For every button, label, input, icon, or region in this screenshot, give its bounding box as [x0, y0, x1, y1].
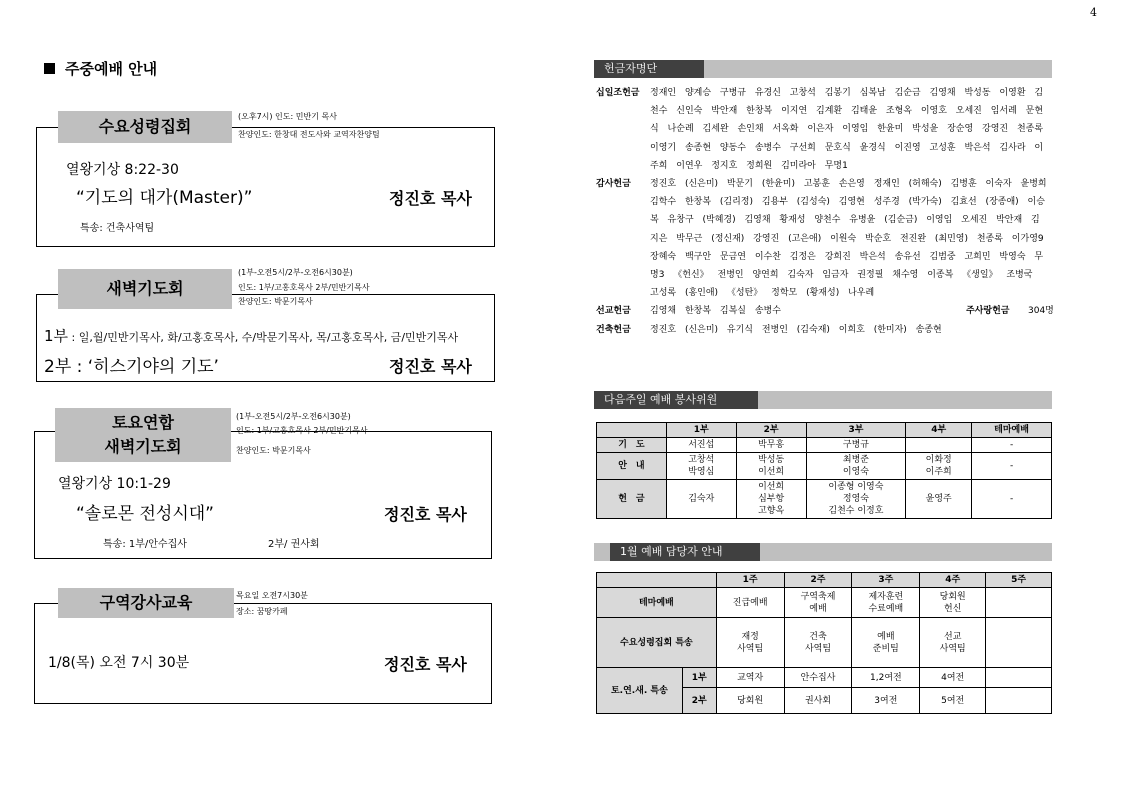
table-cell: 서진섭 — [666, 438, 736, 453]
section-title-text: 주중예배 안내 — [65, 60, 158, 78]
table-row — [597, 588, 1052, 618]
table-cell: 윤영주 — [906, 480, 972, 519]
saturday-tab-line2: 새벽기도회 — [104, 437, 182, 456]
offering-category: 감사헌금 — [596, 179, 631, 190]
saturday-sermon-title: “솔로몬 전성시대” — [76, 504, 214, 524]
offering-category: 건축헌금 — [596, 324, 631, 335]
saturday-special-song-2: 2부/ 권사회 — [268, 539, 320, 550]
table-row — [597, 668, 1052, 688]
table-header-cell — [597, 423, 667, 438]
table-header-cell — [597, 573, 717, 588]
saturday-praise-note: 찬양인도: 박문기목사 — [236, 446, 311, 455]
district-preacher: 정진호 목사 — [384, 655, 467, 674]
wednesday-preacher: 정진호 목사 — [389, 189, 472, 208]
table-header-cell: 1부 — [666, 423, 736, 438]
table-cell — [986, 668, 1052, 688]
saturday-tab-line1: 토요연합 — [112, 413, 174, 432]
table-cell: 4여전 — [920, 668, 986, 688]
offering-category: 십일조헌금 — [596, 88, 640, 98]
table-header-cell: 4부 — [906, 423, 972, 438]
saturday-time-note: (1부-오전5시/2부-오전6시30분) — [236, 412, 351, 421]
table-header-cell: 테마예배 — [972, 423, 1052, 438]
wednesday-praise-note: 찬양인도: 한창대 전도사와 교역자찬양팀 — [238, 130, 380, 139]
offering-row — [596, 321, 1054, 339]
table-cell — [986, 688, 1052, 714]
offering-names: 정진호 (신은미) 박문기 (한윤미) 고봉훈 손은영 정재인 (허해숙) 김병훈 이숙자 윤병희 김학수 한창복 (김리정) 김용부 (김성숙) 김영현 성주경 (박가숙) 김효선 (장종애) 이승복 유창구 (박혜경) 김영채 황재성 양천수 유병윤 (김순금) 이영임 오세진 박안재 김지은 박무근 (정신재) 강영진 (고은애) 이원숙 박순호 전진완 (최민영) 천종록 이가영9 장혜숙 백구안 문금연 이수찬 김정은 강희진 박은석 송유선 김범중 고희민 박영숙 무명3 《헌신》 전병인 양연희 김숙자 임금자 권정필 채수영 이종복 《생일》 조병국 고성록 (홍인애) 《성탄》 정학모 (황재성) 나우례 — [650, 179, 1047, 299]
table-cell: 1,2여전 — [852, 668, 920, 688]
offering-row — [596, 84, 1054, 175]
table-cell — [986, 588, 1052, 618]
row-label: 수요성령집회 특송 — [597, 618, 717, 668]
wednesday-sermon-title: “기도의 대가(Master)” — [76, 188, 253, 208]
table-cell: 당회원 헌신 — [920, 588, 986, 618]
table-cell: - — [972, 453, 1052, 480]
table-cell: 이화정 이주희 — [906, 453, 972, 480]
table-header-row — [597, 573, 1052, 588]
table-cell: 이선희 심부항 고향옥 — [736, 480, 806, 519]
offering-row — [596, 302, 1054, 320]
next-week-header-label: 다음주일 예배 봉사위원 — [594, 391, 758, 409]
table-cell: 안수집사 — [784, 668, 852, 688]
table-header-cell: 5주 — [986, 573, 1052, 588]
dawn-first-service-line — [44, 325, 458, 346]
table-cell — [906, 438, 972, 453]
table-cell: 제자훈련 수료예배 — [852, 588, 920, 618]
january-header-label: 1월 예배 담당자 안내 — [610, 543, 760, 561]
page-number: 4 — [1090, 6, 1097, 19]
table-cell: 박성동 이선희 — [736, 453, 806, 480]
row-label: 헌 금 — [597, 480, 667, 519]
next-week-table — [596, 422, 1052, 519]
offering-names: 김영채 한창복 김복실 송병수 — [650, 306, 781, 317]
table-cell: 최병준 이영숙 — [806, 453, 906, 480]
table-cell: 재정 사역팀 — [716, 618, 784, 668]
wednesday-scripture: 열왕기상 8:22-30 — [66, 162, 179, 178]
district-education-tab: 구역강사교육 — [58, 588, 234, 618]
table-cell: 진급예배 — [716, 588, 784, 618]
table-row — [597, 438, 1052, 453]
table-header-cell: 4주 — [920, 573, 986, 588]
dawn-preacher: 정진호 목사 — [389, 357, 472, 376]
saturday-prayer-tab — [55, 408, 231, 462]
square-bullet-icon — [44, 63, 55, 74]
district-datetime: 1/8(목) 오전 7시 30분 — [48, 655, 190, 671]
table-header-row — [597, 423, 1052, 438]
row-sublabel: 1부 — [682, 668, 716, 688]
table-cell: 선교 사역팀 — [920, 618, 986, 668]
saturday-leader-note: 인도: 1부/고홍호목사 2부/민반기목사 — [236, 426, 368, 435]
offering-header-label: 헌금자명단 — [594, 60, 704, 78]
january-header — [594, 543, 1052, 561]
offering-names: 정재인 양계승 구병규 유경신 고창석 김봉기 심복남 김순금 김영채 박성동 이영환 김천수 신인숙 박안재 한창복 이지연 김계환 김태윤 조형옥 이영호 오세진 임서례 문현식 나순례 김세완 손인채 서옥화 이은자 이영임 한윤미 박성윤 장순영 강영진 천종록 이영기 송종현 양동수 송병수 구선희 문호식 윤경식 이진영 고성훈 박은석 김사라 이주희 이연우 정지호 정희원 김미라아 무명1 — [650, 88, 1044, 171]
table-cell: 권사회 — [784, 688, 852, 714]
table-cell: - — [972, 438, 1052, 453]
offering-header — [594, 60, 1052, 78]
offering-names: 정진호 (신은미) 유기식 전병인 (김숙재) 이희호 (한미자) 송종현 — [650, 324, 942, 335]
dawn-second-service-title: 2부 : ‘히스기야의 기도’ — [44, 357, 219, 377]
wednesday-special-song: 특송: 건축사역팀 — [80, 223, 155, 234]
table-cell: 김숙자 — [666, 480, 736, 519]
dawn-prayer-tab: 새벽기도회 — [58, 269, 232, 309]
section-title — [44, 58, 157, 79]
table-header-cell: 3부 — [806, 423, 906, 438]
table-cell: 예배 준비팀 — [852, 618, 920, 668]
saturday-scripture: 열왕기상 10:1-29 — [58, 476, 171, 492]
jusarang-offering-count: 304명 — [1028, 306, 1054, 317]
table-cell: 구병규 — [806, 438, 906, 453]
dawn-first-service-schedule: : 일,월/민반기목사, 화/고홍호목사, 수/박문기목사, 목/고홍호목사, 금/민반기목사 — [68, 331, 459, 344]
table-cell: - — [972, 480, 1052, 519]
district-time-note: 목요일 오전7시30분 — [236, 591, 308, 600]
table-cell — [986, 618, 1052, 668]
wednesday-leader-note: (오후7시) 인도: 민반기 목사 — [238, 112, 337, 121]
offering-list — [596, 84, 1054, 339]
table-cell: 건축 사역팀 — [784, 618, 852, 668]
saturday-special-song-1: 특송: 1부/안수집사 — [103, 539, 187, 550]
dawn-leader-note: 인도: 1부/고홍호목사 2부/민반기목사 — [238, 283, 370, 292]
table-cell: 이종형 이영숙 정영숙 김천수 이정호 — [806, 480, 906, 519]
table-header-cell: 3주 — [852, 573, 920, 588]
table-cell: 구역축제 예배 — [784, 588, 852, 618]
table-row — [597, 480, 1052, 519]
district-place-note: 장소: 꿈땅카페 — [236, 607, 288, 616]
offering-category: 선교헌금 — [596, 306, 631, 317]
dawn-praise-note: 찬양인도: 박문기목사 — [238, 297, 313, 306]
row-sublabel: 2부 — [682, 688, 716, 714]
table-cell: 당회원 — [716, 688, 784, 714]
table-cell: 3여전 — [852, 688, 920, 714]
wednesday-service-tab: 수요성령집회 — [58, 111, 232, 143]
row-label: 테마예배 — [597, 588, 717, 618]
dawn-first-service-label: 1부 — [44, 327, 69, 345]
offering-row — [596, 175, 1054, 302]
table-header-cell: 1주 — [716, 573, 784, 588]
next-week-header — [594, 391, 1052, 409]
row-label: 기 도 — [597, 438, 667, 453]
table-row — [597, 453, 1052, 480]
january-table — [596, 572, 1052, 714]
table-cell: 박무홍 — [736, 438, 806, 453]
saturday-preacher: 정진호 목사 — [384, 505, 467, 524]
table-header-cell: 2주 — [784, 573, 852, 588]
table-cell: 고창석 박영심 — [666, 453, 736, 480]
jusarang-offering-label: 주사랑헌금 — [966, 306, 1010, 317]
table-row — [597, 618, 1052, 668]
table-header-cell: 2부 — [736, 423, 806, 438]
table-cell: 교역자 — [716, 668, 784, 688]
table-cell: 5여전 — [920, 688, 986, 714]
row-label: 토.연.새. 특송 — [597, 668, 683, 714]
row-label: 안 내 — [597, 453, 667, 480]
dawn-time-note: (1부-오전5시/2부-오전6시30분) — [238, 268, 353, 277]
